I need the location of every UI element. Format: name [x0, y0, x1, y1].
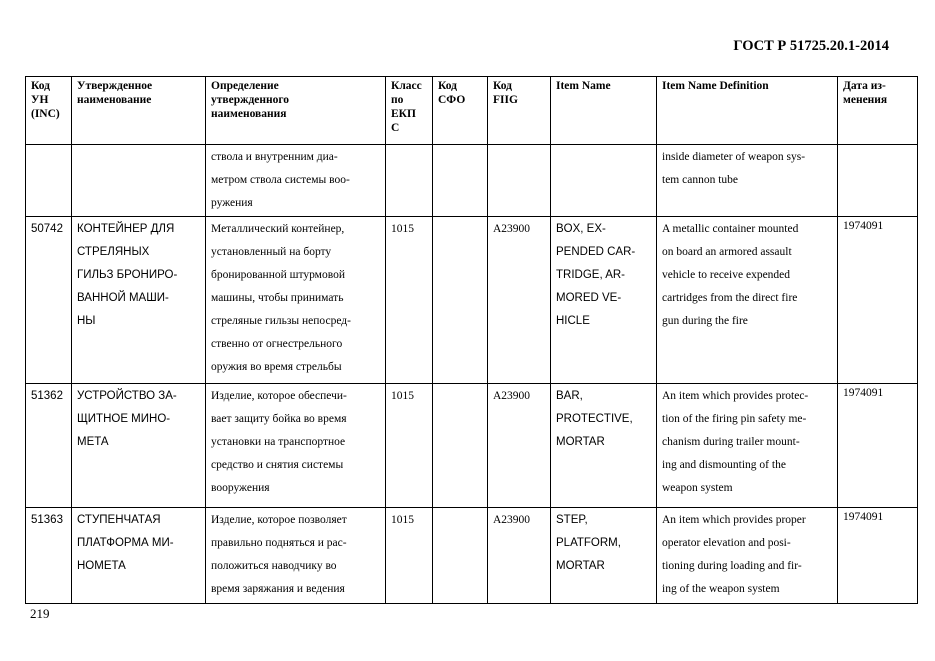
cell-item-definition-line: vehicle to receive expended [662, 269, 791, 281]
header-definition-line: наименования [211, 108, 287, 120]
cell-fiig [488, 217, 551, 384]
cell-item-definition-line: ing and dismounting of the [662, 459, 786, 471]
cell-item-definition-line: An item which provides proper [662, 514, 806, 526]
cell-definition [206, 145, 386, 217]
header-sfo [433, 77, 488, 145]
cell-definition-line: вооружения [211, 482, 270, 494]
table-row [26, 508, 918, 604]
header-fiig [488, 77, 551, 145]
cell-item-name-line: BAR, [556, 390, 583, 402]
cell-definition-line: Изделие, которое позволяет [211, 514, 347, 526]
cell-item-definition-line: chanism during trailer mount- [662, 436, 800, 448]
header-inc-line: УН [31, 94, 49, 106]
cell-sfo [433, 217, 488, 384]
cell-item-definition-line: gun during the fire [662, 315, 748, 327]
cell-change-date-value: 1974091 [843, 511, 884, 523]
cell-change-date [838, 508, 918, 604]
cell-item-definition [657, 508, 838, 604]
table-body [26, 145, 918, 604]
cell-item-definition-line: ing of the weapon system [662, 583, 780, 595]
cell-approved-name-line: СТУПЕНЧАТАЯ [77, 514, 161, 526]
cell-item-definition-line: on board an armored assault [662, 246, 792, 258]
header-change-date [838, 77, 918, 145]
cell-definition-line: средство и снятия системы [211, 459, 344, 471]
cell-approved-name [72, 508, 206, 604]
table-header-row [26, 77, 918, 145]
cell-definition-line: ствола и внутренним диа- [211, 151, 338, 163]
cell-definition-line: машины, чтобы принимать [211, 292, 344, 304]
cell-fiig-value: A23900 [493, 390, 531, 402]
cell-item-definition [657, 384, 838, 508]
cell-item-name-line: STEP, [556, 514, 588, 526]
cell-inc-value: 51362 [31, 390, 63, 402]
cell-class [386, 384, 433, 508]
header-fiig-line: FIIG [493, 94, 518, 106]
header-change-date-line: менения [843, 94, 888, 106]
cell-approved-name-line: ГИЛЬЗ БРОНИРО- [77, 269, 178, 281]
cell-item-name [551, 508, 657, 604]
header-inc-line: (INC) [31, 108, 60, 120]
cell-item-name-line: TRIDGE, AR- [556, 269, 626, 281]
header-class-line: по [391, 94, 404, 106]
cell-item-definition [657, 145, 838, 217]
cell-fiig [488, 384, 551, 508]
header-item-name-line: Item Name [556, 80, 611, 92]
cell-change-date-value: 1974091 [843, 387, 884, 399]
cell-class [386, 145, 433, 217]
cell-change-date [838, 384, 918, 508]
cell-item-name [551, 384, 657, 508]
cell-definition-line: вает защиту бойка во время [211, 413, 347, 425]
cell-definition [206, 217, 386, 384]
header-fiig-line: Код [493, 80, 513, 92]
cell-fiig [488, 508, 551, 604]
cell-sfo [433, 508, 488, 604]
cell-approved-name [72, 384, 206, 508]
cell-definition-line: правильно подняться и рас- [211, 537, 347, 549]
cell-definition-line: Изделие, которое обеспечи- [211, 390, 347, 402]
cell-class-value: 1015 [391, 390, 414, 402]
cell-fiig-value: A23900 [493, 223, 531, 235]
header-class-line: Класс [391, 80, 422, 92]
cell-class [386, 508, 433, 604]
cell-inc-value: 50742 [31, 223, 63, 235]
cell-item-definition-line: weapon system [662, 482, 733, 494]
cell-item-definition-line: inside diameter of weapon sys- [662, 151, 806, 163]
cell-change-date [838, 217, 918, 384]
cell-item-name-line: MORTAR [556, 560, 605, 572]
cell-fiig-value: A23900 [493, 514, 531, 526]
document-standard-code: ГОСТ Р 51725.20.1-2014 [733, 38, 889, 54]
cell-approved-name-line: СТРЕЛЯНЫХ [77, 246, 150, 258]
table-row [26, 145, 918, 217]
table-row [26, 384, 918, 508]
cell-item-name [551, 145, 657, 217]
header-sfo-line: Код [438, 80, 458, 92]
header-definition [206, 77, 386, 145]
cell-item-definition-line: cartridges from the direct fire [662, 292, 798, 304]
cell-item-definition-line: A metallic container mounted [662, 223, 799, 235]
cell-sfo [433, 145, 488, 217]
cell-item-name-line: PROTECTIVE, [556, 413, 633, 425]
cell-inc-value: 51363 [31, 514, 63, 526]
cell-definition-line: ственно от огнестрельного [211, 338, 343, 350]
cell-item-name-line: PLATFORM, [556, 537, 621, 549]
header-class-line: ЕКП [391, 108, 416, 120]
table-row [26, 217, 918, 384]
cell-approved-name-line: МЕТА [77, 436, 109, 448]
cell-approved-name-line: ВАННОЙ МАШИ- [77, 292, 169, 304]
cell-class-value: 1015 [391, 223, 414, 235]
header-approved-name-line: наименование [77, 94, 152, 106]
cell-sfo [433, 384, 488, 508]
header-approved-name [72, 77, 206, 145]
cell-inc [26, 145, 72, 217]
cell-approved-name [72, 145, 206, 217]
cell-approved-name [72, 217, 206, 384]
cell-change-date [838, 145, 918, 217]
cell-item-name-line: MORTAR [556, 436, 605, 448]
header-inc [26, 77, 72, 145]
cell-definition-line: Металлический контейнер, [211, 223, 345, 235]
cell-class-value: 1015 [391, 514, 414, 526]
header-change-date-line: Дата из- [843, 80, 886, 92]
cell-approved-name-line: КОНТЕЙНЕР ДЛЯ [77, 223, 175, 235]
cell-definition-line: метром ствола системы воо- [211, 174, 350, 186]
cell-item-definition-line: An item which provides protec- [662, 390, 809, 402]
cell-item-definition [657, 217, 838, 384]
cell-approved-name-line: УСТРОЙСТВО ЗА- [77, 390, 177, 402]
header-class-line: С [391, 122, 400, 134]
cell-definition-line: время заряжания и ведения [211, 583, 345, 595]
cell-item-definition-line: tem cannon tube [662, 174, 739, 186]
cell-approved-name-line: ПЛАТФОРМА МИ- [77, 537, 174, 549]
cell-item-name [551, 217, 657, 384]
header-inc-line: Код [31, 80, 51, 92]
cell-item-name-line: MORED VE- [556, 292, 622, 304]
cell-definition-line: установленный на борту [211, 246, 332, 258]
header-approved-name-line: Утвержденное [77, 80, 153, 92]
cell-approved-name-line: ЩИТНОЕ МИНО- [77, 413, 171, 425]
cell-approved-name-line: НОМЕТА [77, 560, 126, 572]
cell-item-definition-line: tioning during loading and fir- [662, 560, 802, 572]
catalog-table [25, 76, 918, 604]
cell-definition-line: ружения [211, 197, 253, 209]
header-sfo-line: СФО [438, 94, 466, 106]
header-item-definition-line: Item Name Definition [662, 80, 769, 92]
cell-item-definition-line: tion of the firing pin safety me- [662, 413, 807, 425]
header-item-name [551, 77, 657, 145]
cell-inc [26, 217, 72, 384]
page-number: 219 [30, 606, 50, 621]
cell-item-definition-line: operator elevation and posi- [662, 537, 791, 549]
cell-approved-name-line: НЫ [77, 315, 96, 327]
cell-definition-line: бронированной штурмовой [211, 269, 345, 281]
cell-item-name-line: BOX, EX- [556, 223, 606, 235]
cell-definition-line: установки на транспортное [211, 436, 346, 448]
header-definition-line: утвержденного [211, 94, 290, 106]
cell-item-name-line: HICLE [556, 315, 590, 327]
cell-definition [206, 384, 386, 508]
cell-class [386, 217, 433, 384]
cell-change-date-value: 1974091 [843, 220, 884, 232]
cell-definition [206, 508, 386, 604]
cell-inc [26, 384, 72, 508]
cell-definition-line: стреляные гильзы непосред- [211, 315, 351, 327]
cell-inc [26, 508, 72, 604]
cell-fiig [488, 145, 551, 217]
header-item-definition [657, 77, 838, 145]
header-definition-line: Определение [211, 80, 279, 92]
cell-definition-line: оружия во время стрельбы [211, 361, 342, 373]
cell-item-name-line: PENDED CAR- [556, 246, 636, 258]
cell-definition-line: положиться наводчику во [211, 560, 337, 572]
header-class [386, 77, 433, 145]
